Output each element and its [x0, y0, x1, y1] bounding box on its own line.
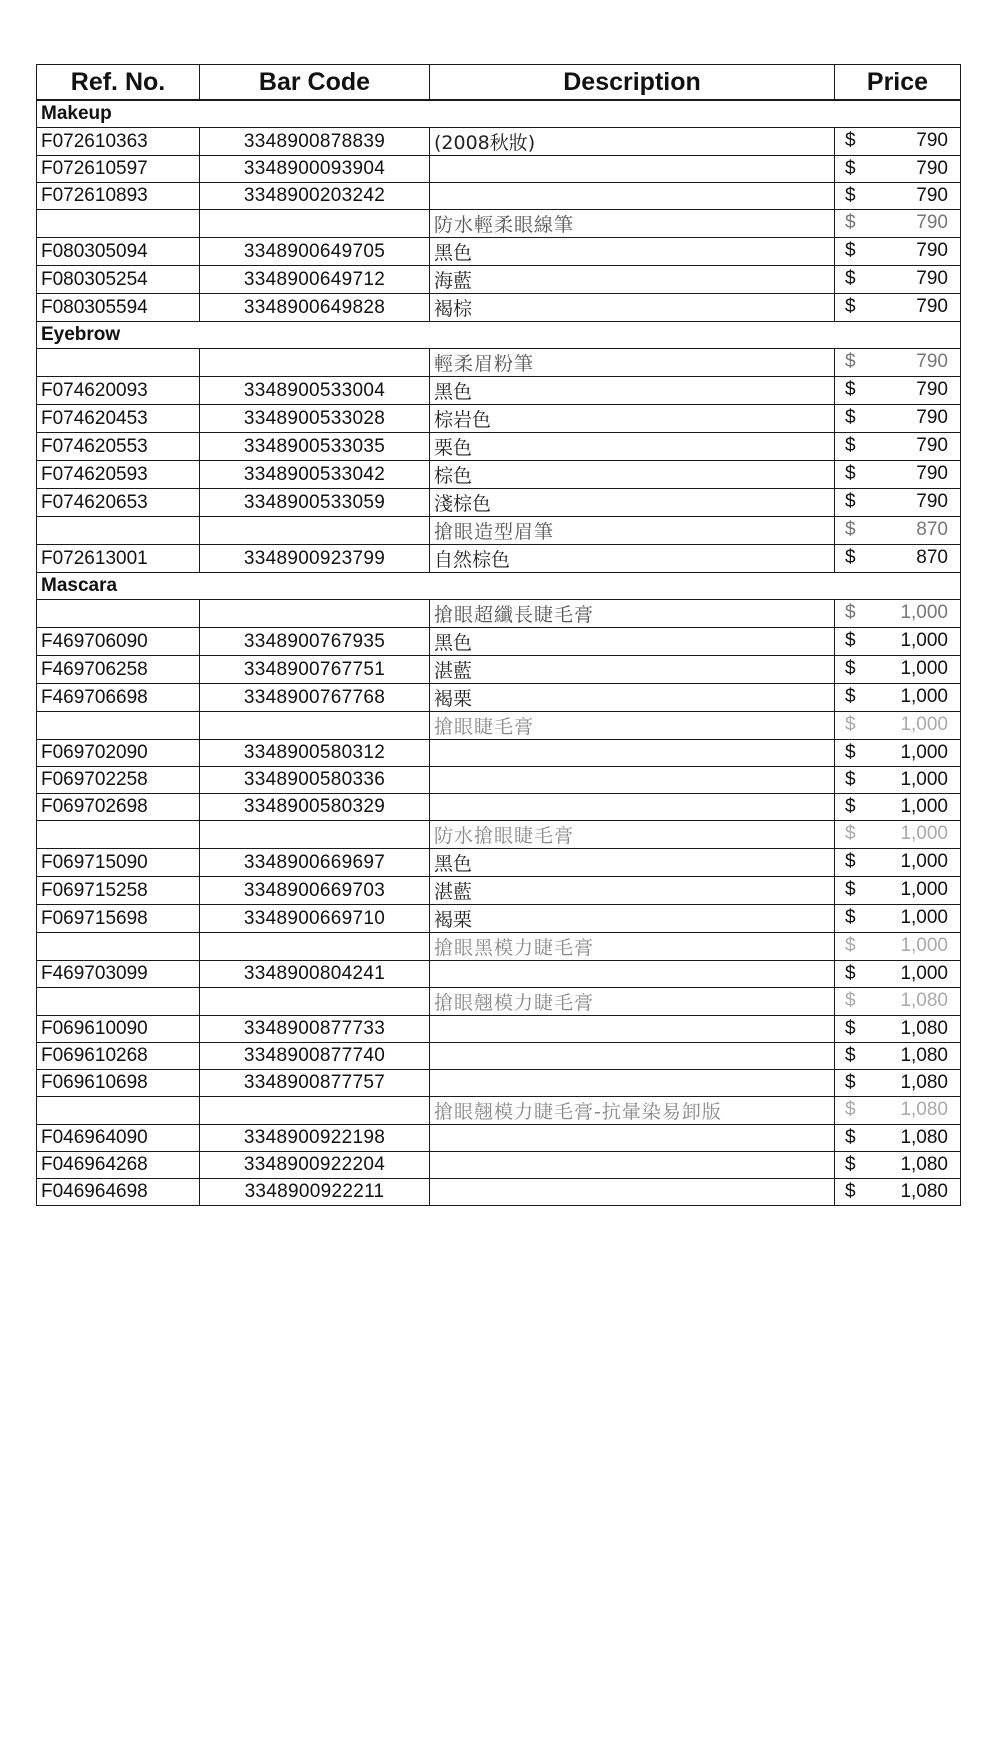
bar-code-cell — [200, 712, 430, 740]
description-cell — [430, 1043, 835, 1070]
table-row — [37, 849, 961, 877]
price-cell — [835, 961, 961, 988]
price-amount: 1,000 — [900, 879, 948, 900]
price-cell — [835, 767, 961, 794]
ref-no-cell: F072610893 — [37, 183, 200, 210]
ref-no-cell: F074620093 — [37, 377, 200, 405]
table-row — [37, 238, 961, 266]
description-cell: 搶眼翹模力睫毛膏 — [430, 988, 835, 1016]
bar-code-cell: 3348900580329 — [200, 794, 430, 821]
ref-no-cell: F069702258 — [37, 767, 200, 794]
ref-no-cell: F069715698 — [37, 905, 200, 933]
bar-code-cell — [200, 517, 430, 545]
currency-symbol: $ — [845, 407, 856, 428]
description-cell — [430, 1125, 835, 1152]
column-header-description: Description — [430, 65, 835, 101]
description-cell: 黑色 — [430, 849, 835, 877]
bar-code-cell: 3348900767935 — [200, 628, 430, 656]
ref-no-cell: F469706090 — [37, 628, 200, 656]
ref-no-cell: F469706698 — [37, 684, 200, 712]
description-cell: 搶眼黑模力睫毛膏 — [430, 933, 835, 961]
table-row — [37, 656, 961, 684]
price-cell — [835, 1016, 961, 1043]
price-amount: 1,000 — [900, 963, 948, 984]
bar-code-cell: 3348900767768 — [200, 684, 430, 712]
price-amount: 1,000 — [900, 823, 948, 844]
column-header-bar-code: Bar Code — [200, 65, 430, 101]
bar-code-cell: 3348900669697 — [200, 849, 430, 877]
currency-symbol: $ — [845, 435, 856, 456]
currency-symbol: $ — [845, 1127, 856, 1148]
description-cell — [430, 794, 835, 821]
description-cell: 黑色 — [430, 377, 835, 405]
table-row — [37, 628, 961, 656]
currency-symbol: $ — [845, 990, 856, 1011]
price-amount: 1,080 — [900, 1072, 948, 1093]
ref-no-cell — [37, 600, 200, 628]
price-cell — [835, 656, 961, 684]
price-amount: 1,000 — [900, 742, 948, 763]
ref-no-cell: F074620653 — [37, 489, 200, 517]
currency-symbol: $ — [845, 379, 856, 400]
bar-code-cell: 3348900533042 — [200, 461, 430, 489]
table-row — [37, 1125, 961, 1152]
price-cell — [835, 433, 961, 461]
product-group-row — [37, 988, 961, 1016]
currency-symbol: $ — [845, 658, 856, 679]
price-amount: 1,000 — [900, 769, 948, 790]
price-amount: 1,000 — [900, 851, 948, 872]
ref-no-cell: F069702090 — [37, 740, 200, 767]
ref-no-cell: F069702698 — [37, 794, 200, 821]
currency-symbol: $ — [845, 851, 856, 872]
ref-no-cell: F080305594 — [37, 294, 200, 322]
currency-symbol: $ — [845, 158, 856, 179]
price-cell — [835, 1125, 961, 1152]
bar-code-cell: 3348900533004 — [200, 377, 430, 405]
bar-code-cell: 3348900093904 — [200, 156, 430, 183]
price-cell — [835, 377, 961, 405]
table-row — [37, 489, 961, 517]
price-amount: 790 — [916, 268, 948, 289]
price-amount: 790 — [916, 158, 948, 179]
bar-code-cell: 3348900203242 — [200, 183, 430, 210]
ref-no-cell: F080305094 — [37, 238, 200, 266]
price-amount: 1,080 — [900, 1045, 948, 1066]
price-cell — [835, 349, 961, 377]
description-cell — [430, 156, 835, 183]
price-list-sheet — [36, 64, 960, 1206]
ref-no-cell — [37, 1097, 200, 1125]
price-amount: 790 — [916, 435, 948, 456]
description-cell — [430, 1179, 835, 1206]
currency-symbol: $ — [845, 547, 856, 568]
price-amount: 1,080 — [900, 1181, 948, 1202]
table-row — [37, 1043, 961, 1070]
description-cell — [430, 740, 835, 767]
price-cell — [835, 988, 961, 1016]
table-row — [37, 684, 961, 712]
description-cell: 搶眼超纖長睫毛膏 — [430, 600, 835, 628]
bar-code-cell — [200, 349, 430, 377]
table-body — [37, 100, 961, 1206]
description-cell: 輕柔眉粉筆 — [430, 349, 835, 377]
section-row-mascara — [37, 573, 961, 600]
description-cell: 湛藍 — [430, 656, 835, 684]
currency-symbol: $ — [845, 602, 856, 623]
section-row-eyebrow — [37, 322, 961, 349]
table-row — [37, 433, 961, 461]
column-header-price: Price — [835, 65, 961, 101]
bar-code-cell: 3348900533035 — [200, 433, 430, 461]
price-cell — [835, 849, 961, 877]
table-row — [37, 961, 961, 988]
price-amount: 1,080 — [900, 1127, 948, 1148]
price-cell — [835, 461, 961, 489]
table-row — [37, 740, 961, 767]
price-cell — [835, 405, 961, 433]
product-group-row — [37, 600, 961, 628]
ref-no-cell: F069610698 — [37, 1070, 200, 1097]
table-row — [37, 405, 961, 433]
currency-symbol: $ — [845, 796, 856, 817]
currency-symbol: $ — [845, 907, 856, 928]
bar-code-cell: 3348900580336 — [200, 767, 430, 794]
currency-symbol: $ — [845, 935, 856, 956]
product-group-row — [37, 712, 961, 740]
bar-code-cell — [200, 988, 430, 1016]
price-cell — [835, 1070, 961, 1097]
bar-code-cell: 3348900877757 — [200, 1070, 430, 1097]
price-amount: 1,080 — [900, 1154, 948, 1175]
currency-symbol: $ — [845, 130, 856, 151]
table-row — [37, 1152, 961, 1179]
ref-no-cell: F072610363 — [37, 128, 200, 156]
table-row — [37, 266, 961, 294]
price-amount: 1,000 — [900, 935, 948, 956]
currency-symbol: $ — [845, 185, 856, 206]
bar-code-cell: 3348900649705 — [200, 238, 430, 266]
description-cell — [430, 1070, 835, 1097]
price-cell — [835, 905, 961, 933]
bar-code-cell: 3348900922211 — [200, 1179, 430, 1206]
currency-symbol: $ — [845, 1072, 856, 1093]
ref-no-cell: F074620453 — [37, 405, 200, 433]
currency-symbol: $ — [845, 963, 856, 984]
currency-symbol: $ — [845, 714, 856, 735]
table-row — [37, 377, 961, 405]
currency-symbol: $ — [845, 1018, 856, 1039]
currency-symbol: $ — [845, 630, 856, 651]
product-group-row — [37, 821, 961, 849]
price-cell — [835, 183, 961, 210]
price-cell — [835, 489, 961, 517]
price-cell — [835, 517, 961, 545]
price-cell — [835, 1179, 961, 1206]
price-cell — [835, 1152, 961, 1179]
ref-no-cell: F046964268 — [37, 1152, 200, 1179]
ref-no-cell: F046964090 — [37, 1125, 200, 1152]
currency-symbol: $ — [845, 491, 856, 512]
price-cell — [835, 933, 961, 961]
table-row — [37, 905, 961, 933]
currency-symbol: $ — [845, 742, 856, 763]
bar-code-cell — [200, 1097, 430, 1125]
price-cell — [835, 794, 961, 821]
table-row — [37, 183, 961, 210]
description-cell — [430, 183, 835, 210]
price-amount: 790 — [916, 185, 948, 206]
ref-no-cell — [37, 349, 200, 377]
table-row — [37, 1016, 961, 1043]
ref-no-cell: F074620593 — [37, 461, 200, 489]
bar-code-cell: 3348900922198 — [200, 1125, 430, 1152]
price-amount: 1,000 — [900, 796, 948, 817]
currency-symbol: $ — [845, 296, 856, 317]
price-cell — [835, 877, 961, 905]
ref-no-cell: F069610268 — [37, 1043, 200, 1070]
table-header — [37, 65, 961, 101]
product-group-row — [37, 517, 961, 545]
price-amount: 790 — [916, 407, 948, 428]
table-row — [37, 156, 961, 183]
currency-symbol: $ — [845, 268, 856, 289]
currency-symbol: $ — [845, 879, 856, 900]
price-amount: 1,000 — [900, 630, 948, 651]
price-cell — [835, 545, 961, 573]
description-cell — [430, 1016, 835, 1043]
currency-symbol: $ — [845, 519, 856, 540]
price-cell — [835, 684, 961, 712]
description-cell: 搶眼造型眉筆 — [430, 517, 835, 545]
price-cell — [835, 821, 961, 849]
description-cell: 褐栗 — [430, 905, 835, 933]
price-cell — [835, 1043, 961, 1070]
ref-no-cell — [37, 712, 200, 740]
bar-code-cell: 3348900878839 — [200, 128, 430, 156]
description-cell: 褐棕 — [430, 294, 835, 322]
price-amount: 790 — [916, 351, 948, 372]
price-amount: 1,000 — [900, 907, 948, 928]
table-row — [37, 128, 961, 156]
description-cell: 湛藍 — [430, 877, 835, 905]
table-row — [37, 794, 961, 821]
bar-code-cell: 3348900922204 — [200, 1152, 430, 1179]
section-title: Makeup — [37, 100, 961, 128]
ref-no-cell — [37, 821, 200, 849]
price-amount: 1,000 — [900, 714, 948, 735]
price-cell — [835, 628, 961, 656]
description-cell: 海藍 — [430, 266, 835, 294]
bar-code-cell: 3348900669710 — [200, 905, 430, 933]
currency-symbol: $ — [845, 1099, 856, 1120]
currency-symbol: $ — [845, 240, 856, 261]
description-cell: 棕岩色 — [430, 405, 835, 433]
currency-symbol: $ — [845, 1181, 856, 1202]
table-row — [37, 1070, 961, 1097]
bar-code-cell: 3348900533028 — [200, 405, 430, 433]
bar-code-cell — [200, 933, 430, 961]
price-list-table — [36, 64, 961, 1206]
table-row — [37, 1179, 961, 1206]
description-cell: 搶眼翹模力睫毛膏-抗暈染易卸版 — [430, 1097, 835, 1125]
description-cell — [430, 1152, 835, 1179]
price-cell — [835, 266, 961, 294]
price-cell — [835, 294, 961, 322]
product-group-row — [37, 933, 961, 961]
bar-code-cell: 3348900580312 — [200, 740, 430, 767]
section-title: Mascara — [37, 573, 961, 600]
description-cell: 黑色 — [430, 628, 835, 656]
currency-symbol: $ — [845, 1154, 856, 1175]
ref-no-cell: F069715258 — [37, 877, 200, 905]
currency-symbol: $ — [845, 823, 856, 844]
price-cell — [835, 210, 961, 238]
price-cell — [835, 238, 961, 266]
product-group-row — [37, 349, 961, 377]
price-amount: 790 — [916, 130, 948, 151]
description-cell: 棕色 — [430, 461, 835, 489]
description-cell: 淺棕色 — [430, 489, 835, 517]
bar-code-cell: 3348900923799 — [200, 545, 430, 573]
bar-code-cell: 3348900533059 — [200, 489, 430, 517]
bar-code-cell — [200, 210, 430, 238]
ref-no-cell: F072610597 — [37, 156, 200, 183]
table-row — [37, 294, 961, 322]
price-cell — [835, 712, 961, 740]
description-cell — [430, 767, 835, 794]
bar-code-cell: 3348900649828 — [200, 294, 430, 322]
price-amount: 1,080 — [900, 1099, 948, 1120]
ref-no-cell: F072613001 — [37, 545, 200, 573]
bar-code-cell — [200, 600, 430, 628]
ref-no-cell: F069610090 — [37, 1016, 200, 1043]
table-row — [37, 545, 961, 573]
description-cell: 防水搶眼睫毛膏 — [430, 821, 835, 849]
column-header-ref-no: Ref. No. — [37, 65, 200, 101]
ref-no-cell — [37, 517, 200, 545]
ref-no-cell — [37, 988, 200, 1016]
price-amount: 790 — [916, 491, 948, 512]
description-cell: (2008秋妝) — [430, 128, 835, 156]
bar-code-cell: 3348900877733 — [200, 1016, 430, 1043]
description-cell: 自然棕色 — [430, 545, 835, 573]
description-cell: 搶眼睫毛膏 — [430, 712, 835, 740]
ref-no-cell — [37, 210, 200, 238]
description-cell: 防水輕柔眼線筆 — [430, 210, 835, 238]
ref-no-cell: F469706258 — [37, 656, 200, 684]
currency-symbol: $ — [845, 769, 856, 790]
bar-code-cell: 3348900649712 — [200, 266, 430, 294]
price-cell — [835, 156, 961, 183]
price-amount: 870 — [916, 547, 948, 568]
currency-symbol: $ — [845, 686, 856, 707]
price-amount: 790 — [916, 379, 948, 400]
bar-code-cell: 3348900804241 — [200, 961, 430, 988]
table-row — [37, 877, 961, 905]
price-amount: 790 — [916, 240, 948, 261]
product-group-row — [37, 210, 961, 238]
price-amount: 790 — [916, 212, 948, 233]
bar-code-cell: 3348900669703 — [200, 877, 430, 905]
price-amount: 870 — [916, 519, 948, 540]
price-cell — [835, 740, 961, 767]
currency-symbol: $ — [845, 212, 856, 233]
price-cell — [835, 128, 961, 156]
ref-no-cell: F074620553 — [37, 433, 200, 461]
section-title: Eyebrow — [37, 322, 961, 349]
description-cell: 栗色 — [430, 433, 835, 461]
ref-no-cell: F069715090 — [37, 849, 200, 877]
price-amount: 790 — [916, 296, 948, 317]
bar-code-cell: 3348900767751 — [200, 656, 430, 684]
price-amount: 1,000 — [900, 658, 948, 679]
table-row — [37, 767, 961, 794]
price-amount: 1,000 — [900, 602, 948, 623]
description-cell: 黑色 — [430, 238, 835, 266]
bar-code-cell: 3348900877740 — [200, 1043, 430, 1070]
description-cell — [430, 961, 835, 988]
product-group-row — [37, 1097, 961, 1125]
price-cell — [835, 1097, 961, 1125]
price-amount: 1,000 — [900, 686, 948, 707]
currency-symbol: $ — [845, 1045, 856, 1066]
price-amount: 1,080 — [900, 1018, 948, 1039]
bar-code-cell — [200, 821, 430, 849]
price-amount: 1,080 — [900, 990, 948, 1011]
ref-no-cell: F046964698 — [37, 1179, 200, 1206]
ref-no-cell: F080305254 — [37, 266, 200, 294]
price-amount: 790 — [916, 463, 948, 484]
section-row-makeup — [37, 100, 961, 128]
currency-symbol: $ — [845, 463, 856, 484]
ref-no-cell — [37, 933, 200, 961]
ref-no-cell: F469703099 — [37, 961, 200, 988]
table-row — [37, 461, 961, 489]
price-cell — [835, 600, 961, 628]
description-cell: 褐栗 — [430, 684, 835, 712]
currency-symbol: $ — [845, 351, 856, 372]
